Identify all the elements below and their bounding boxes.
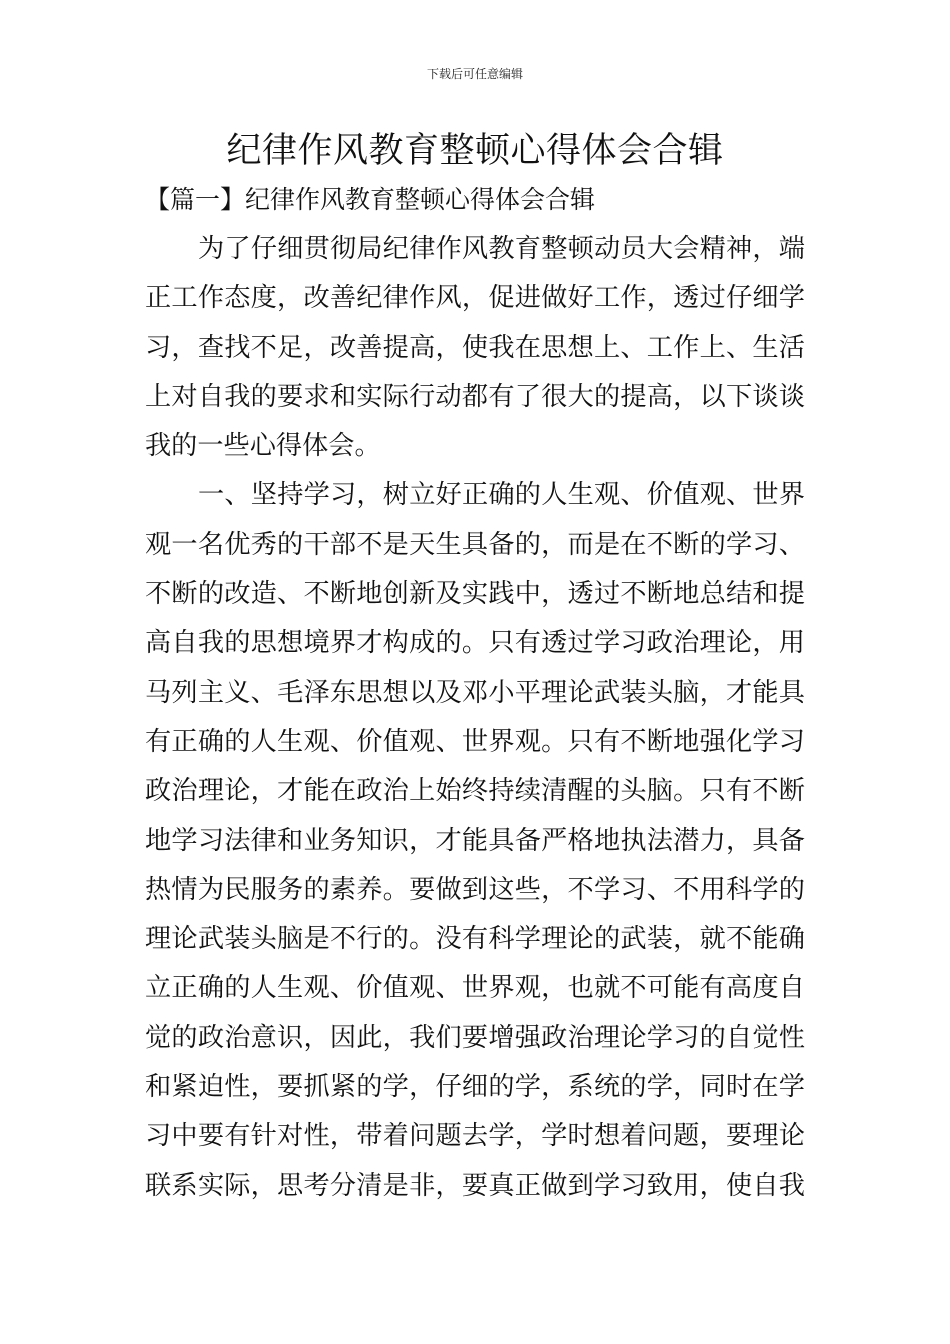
paragraph-2-line-8: 地学习法律和业务知识，才能具备严格地执法潜力，具备 — [145, 825, 805, 856]
paragraph-1-line-2: 正工作态度，改善纪律作风，促进做好工作，透过仔细学 — [145, 283, 805, 314]
paragraph-2-line-4: 高自我的思想境界才构成的。只有透过学习政治理论，用 — [145, 628, 805, 659]
paragraph-2-line-12: 觉的政治意识，因此，我们要增强政治理论学习的自觉性 — [145, 1022, 805, 1053]
paragraph-1-line-5: 我的一些心得体会。 — [145, 431, 381, 462]
paragraph-2-line-11: 立正确的人生观、价值观、世界观，也就不可能有高度自 — [145, 973, 805, 1004]
paragraph-2-line-2: 观一名优秀的干部不是天生具备的，而是在不断的学习、 — [145, 529, 805, 560]
paragraph-2-line-7: 政治理论，才能在政治上始终持续清醒的头脑。只有不断 — [145, 776, 805, 807]
document-title: 纪律作风教育整顿心得体会合辑 — [226, 131, 724, 171]
paragraph-2-line-6: 有正确的人生观、价值观、世界观。只有不断地强化学习 — [145, 726, 805, 757]
paragraph-1-line-1: 为了仔细贯彻局纪律作风教育整顿动员大会精神，端 — [198, 234, 805, 264]
paragraph-2-line-14: 习中要有针对性，带着问题去学，学时想着问题，要理论 — [145, 1121, 805, 1152]
paragraph-2-line-10: 理论武装头脑是不行的。没有科学理论的武装，就不能确 — [145, 924, 805, 955]
paragraph-2-line-13: 和紧迫性，要抓紧的学，仔细的学，系统的学，同时在学 — [145, 1072, 805, 1103]
section-heading: 【篇一】纪律作风教育整顿心得体会合辑 — [145, 185, 596, 214]
paragraph-1-line-3: 习，查找不足，改善提高，使我在思想上、工作上、生活 — [145, 332, 805, 363]
paragraph-2-line-5: 马列主义、毛泽东思想以及邓小平理论武装头脑，才能具 — [145, 677, 805, 708]
paragraph-1-line-4: 上对自我的要求和实际行动都有了很大的提高，以下谈谈 — [145, 381, 805, 412]
paragraph-2-line-15: 联系实际，思考分清是非，要真正做到学习致用，使自我 — [145, 1170, 805, 1201]
header-note: 下载后可任意编辑 — [426, 67, 523, 81]
paragraph-2-line-1: 一、坚持学习，树立好正确的人生观、价值观、世界 — [198, 480, 805, 511]
document-body — [145, 225, 805, 1211]
paragraph-2-line-3: 不断的改造、不断地创新及实践中，透过不断地总结和提 — [145, 579, 805, 610]
paragraph-2-line-9: 热情为民服务的素养。要做到这些，不学习、不用科学的 — [145, 874, 805, 905]
